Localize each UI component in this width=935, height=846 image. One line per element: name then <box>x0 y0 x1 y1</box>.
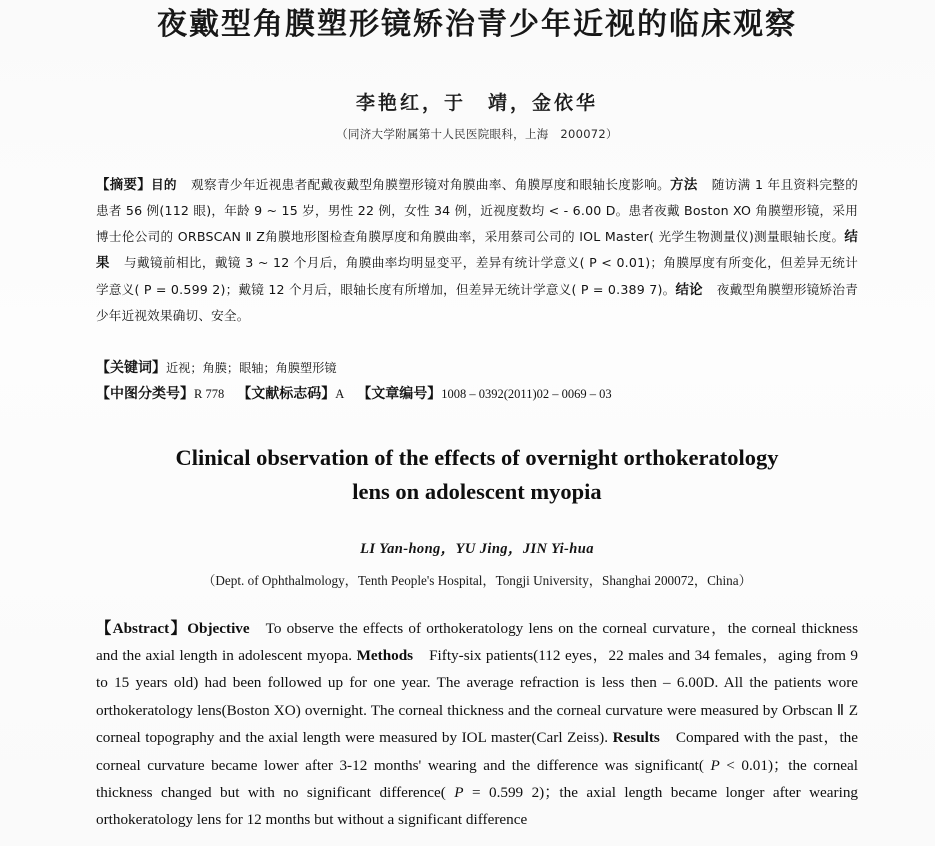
english-objective-label: Objective <box>187 619 250 637</box>
keywords-tag: 【关键词】 <box>96 359 166 376</box>
article-number-tag: 【文章编号】 <box>357 385 442 402</box>
chinese-objective-text: 观察青少年近视患者配戴夜戴型角膜塑形镜对角膜曲率、角膜厚度和眼轴长度影响。 <box>190 176 671 192</box>
english-results-text-part-1: Compared with the past，the corneal curvature became lower after 3-12 months' wearing and the difference was significant( <box>96 729 859 774</box>
chinese-methods-label: 方法 <box>670 177 698 193</box>
chinese-results-text: 与戴镜前相比，戴镜 3 ~ 12 个月后，角膜曲率均明显变平，差异有统计学意义( P < 0.01)；角膜厚度有所变化，但差异无统计学意义( P = 0.599 2)；戴镜 12 个月后，眼轴长度有所增加，但差异无统计学意义( P = 0.389 7)。 <box>96 255 859 297</box>
english-title-line-2: lens on adolescent myopia <box>352 478 602 504</box>
english-affiliation: （Dept. of Ophthalmology，Tenth People's Hospital，Tongji University，Shanghai 200072，China） <box>202 572 752 588</box>
english-title <box>96 441 858 509</box>
p-value-symbol-2: P <box>454 783 464 801</box>
chinese-abstract <box>96 172 858 329</box>
chinese-results-label: 结果 <box>96 229 858 271</box>
classification-line <box>96 381 858 407</box>
english-results-text-part-2: < 0.01)；the corneal thickness changed but with no significant difference( <box>96 756 858 801</box>
english-methods-text: Fifty-six patients(112 eyes，22 males and 34 females，aging from 9 to 15 years old) had been followed up for one year. The average refraction is less then – 6.00D. All the patients wore orthokeratology lens(Boston XO) overnight. The corneal thickness and the corneal curvature were measured by Orbscan Ⅱ Z corneal topography and the axial length were measured by IOL master(Carl Zeiss). <box>96 646 858 747</box>
keywords-line <box>96 355 858 381</box>
article-number-value: 1008 – 0392(2011)02 – 0069 – 03 <box>441 386 612 401</box>
chinese-methods-text: 随访满 1 年且资料完整的患者 56 例(112 眼)，年龄 9 ~ 15 岁，男性 22 例，女性 34 例，近视度数均 < - 6.00 D。患者夜戴 Boston XO 角膜塑形镜，采用博士伦公司的 ORBSCAN Ⅱ Z角膜地形图检查角膜厚度和角膜曲率，采用蔡司公司的 IOL Master( 光学生物测量仪)测量眼轴长度。 <box>96 176 859 244</box>
chinese-conclusion-text: 夜戴型角膜塑形镜矫治青少年近视效果确切、安全。 <box>96 281 858 323</box>
document-code-tag: 【文献标志码】 <box>237 385 336 402</box>
chinese-objective-label: 目的 <box>150 176 177 192</box>
english-title-line-1: Clinical observation of the effects of overnight orthokeratology <box>175 444 779 470</box>
english-author-list: LI Yan-hong，YU Jing，JIN Yi-hua <box>360 540 594 557</box>
chinese-metadata-block <box>96 355 858 407</box>
english-abstract <box>96 615 858 834</box>
document-code-value: A <box>335 386 345 401</box>
p-value-symbol-1: P <box>710 756 720 774</box>
english-objective-text: To observe the effects of orthokeratology lens on the corneal curvature，the corneal thickness and the axial length in adolescent myopa. <box>96 619 858 664</box>
chinese-affiliation: （同济大学附属第十人民医院眼科，上海 200072） <box>336 126 618 141</box>
chinese-abstract-tag: 【摘要】 <box>96 177 151 193</box>
chinese-author-list: 李艳红，于 靖，金依华 <box>355 91 598 114</box>
clc-value: R 778 <box>194 386 225 401</box>
english-methods-label: Methods <box>356 646 414 664</box>
english-results-label: Results <box>612 729 660 747</box>
english-abstract-tag: 【Abstract】 <box>96 619 188 637</box>
chinese-conclusion-label: 结论 <box>675 282 703 298</box>
page-content <box>96 0 858 834</box>
clc-tag: 【中图分类号】 <box>96 385 194 402</box>
chinese-title: 夜戴型角膜塑形镜矫治青少年近视的临床观察 <box>157 7 797 42</box>
keywords-value: 近视；角膜；眼轴；角膜塑形镜 <box>166 360 337 375</box>
english-results-text-part-3: = 0.599 2)；the axial length became longer after wearing orthokeratology lens for 12 months but without a significant difference <box>96 783 859 829</box>
